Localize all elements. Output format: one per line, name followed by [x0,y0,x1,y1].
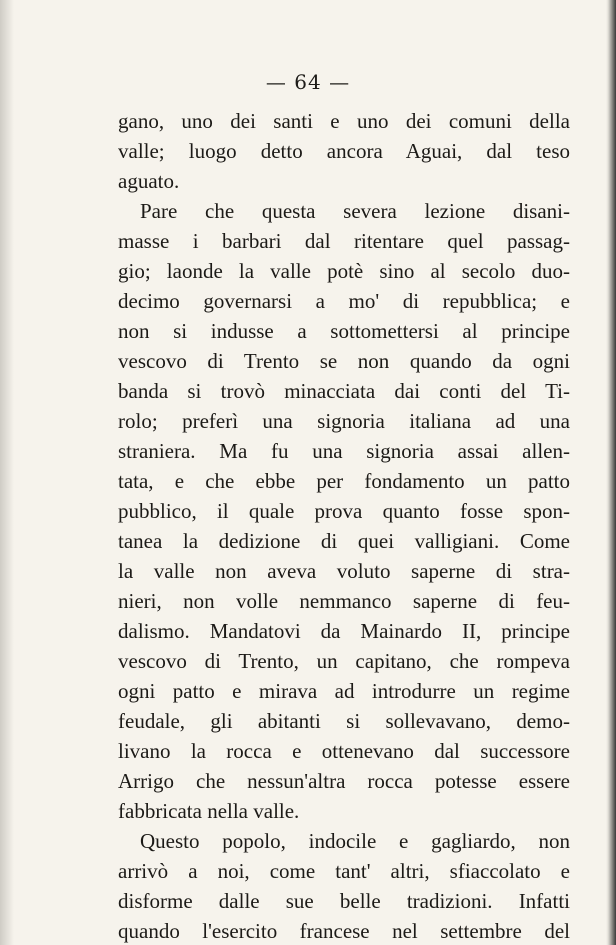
text-line: nieri, non volle nemmanco saperne di feu- [118,589,570,613]
text-line: straniera. Ma fu una signoria assai allen- [118,439,570,463]
text-line: Questo popolo, indocile e gagliardo, non [140,829,570,853]
text-line: vescovo di Trento se non quando da ogni [118,349,570,373]
text-line: quando l'esercito francese nel settembre del [118,919,570,943]
text-line: feudale, gli abitanti si sollevavano, demo- [118,709,570,733]
text-line: livano la rocca e ottenevano dal successore [118,739,570,763]
text-line: arrivò a noi, come tant' altri, sfiaccolato e [118,859,570,883]
text-line: masse i barbari dal ritentare quel passag- [118,229,570,253]
text-line: gano, uno dei santi e uno dei comuni della [118,109,570,133]
text-line: pubblico, il quale prova quanto fosse spon- [118,499,570,523]
text-line: rolo; preferì una signoria italiana ad una [118,409,570,433]
text-line: Arrigo che nessun'altra rocca potesse essere [118,769,570,793]
text-line: valle; luogo detto ancora Aguai, dal teso [118,139,570,163]
text-line: gio; laonde la valle potè sino al secolo duo- [118,259,570,283]
body-text [118,106,570,945]
text-line: tata, e che ebbe per fondamento un patto [118,469,570,493]
page-right-edge [606,0,616,945]
text-line: banda si trovò minacciata dai conti del Ti- [118,379,570,403]
text-line: tanea la dedizione di quei valligiani. Come [118,529,570,553]
page-left-edge [0,0,14,945]
text-line: non si indusse a sottomettersi al principe [118,319,570,343]
page-number: — 64 — [265,70,351,94]
text-line: la valle non aveva voluto saperne di stra- [118,559,570,583]
text-line: vescovo di Trento, un capitano, che rompeva [118,649,570,673]
text-line: aguato. [118,169,180,193]
text-line: fabbricata nella valle. [118,799,300,823]
text-line: ogni patto e mirava ad introdurre un regime [118,679,570,703]
text-line: disforme dalle sue belle tradizioni. Infatti [118,889,570,913]
text-line: dalismo. Mandatovi da Mainardo II, principe [118,619,570,643]
text-line: Pare che questa severa lezione disani- [140,199,570,223]
text-line: decimo governarsi a mo' di repubblica; e [118,289,570,313]
